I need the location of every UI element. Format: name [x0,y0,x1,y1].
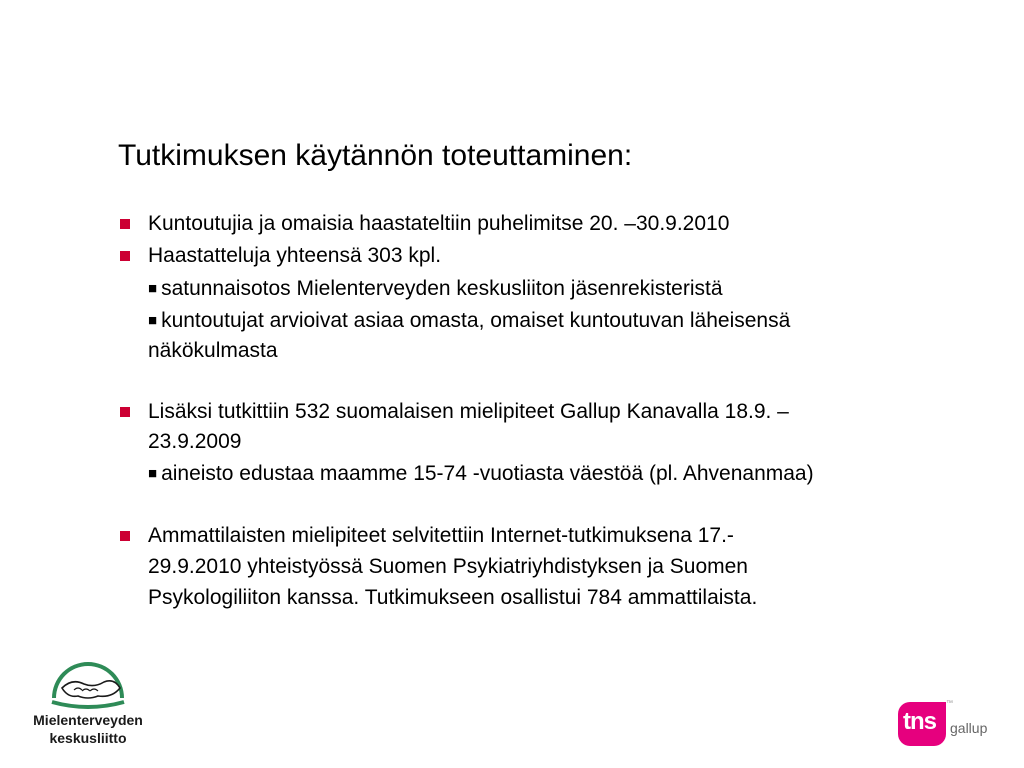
logo-text-line1: Mielenterveyden [33,712,143,728]
handshake-icon [32,658,144,712]
sub-bullet-continuation: näkökulmasta [148,339,278,362]
bullet-marker [120,531,130,541]
bullet-text: Ammattilaisten mielipiteet selvitettiin Internet-tutkimuksena 17.- [148,524,734,547]
bullet-continuation: 23.9.2009 [148,430,242,453]
bullet-text: Kuntoutujia ja omaisia haastateltiin puhelimitse 20. –30.9.2010 [148,212,730,235]
bullet-marker [120,251,130,261]
tns-badge [898,702,946,746]
tns-text: tns [903,708,936,735]
sub-bullet-text [148,308,790,336]
bullet-text: Haastatteluja yhteensä 303 kpl. [148,244,442,267]
sub-bullet-marker: ■ [148,280,158,297]
bullet-marker [120,219,130,229]
tns-gallup-logo [898,702,994,746]
bullet-text: Lisäksi tutkittiin 532 suomalaisen mielipiteet Gallup Kanavalla 18.9. – [148,400,789,423]
bullet-marker [120,407,130,417]
sub-bullet-text [148,461,814,489]
sub-bullet-marker: ■ [148,312,158,329]
bullet-continuation: 29.9.2010 yhteistyössä Suomen Psykiatriyhdistyksen ja Suomen [148,555,748,578]
mielenterveyden-keskusliitto-logo [32,658,144,758]
bullet-continuation: Psykologiliiton kanssa. Tutkimukseen osallistui 784 ammattilaista. [148,586,758,609]
slide-title: Tutkimuksen käytännön toteuttaminen: [118,139,633,172]
sub-bullet-marker: ■ [148,465,158,482]
logo-text-line2: keskusliitto [49,730,127,746]
gallup-text: gallup [950,720,988,736]
sub-bullet-label: satunnaisotos Mielenterveyden keskusliiton jäsenrekisteristä [161,277,723,300]
sub-bullet-text [148,276,723,304]
trademark-symbol: ™ [946,700,953,707]
sub-bullet-label: aineisto edustaa maamme 15-74 -vuotiasta väestöä (pl. Ahvenanmaa) [161,462,814,485]
sub-bullet-label: kuntoutujat arvioivat asiaa omasta, omaiset kuntoutuvan läheisensä [161,309,791,332]
